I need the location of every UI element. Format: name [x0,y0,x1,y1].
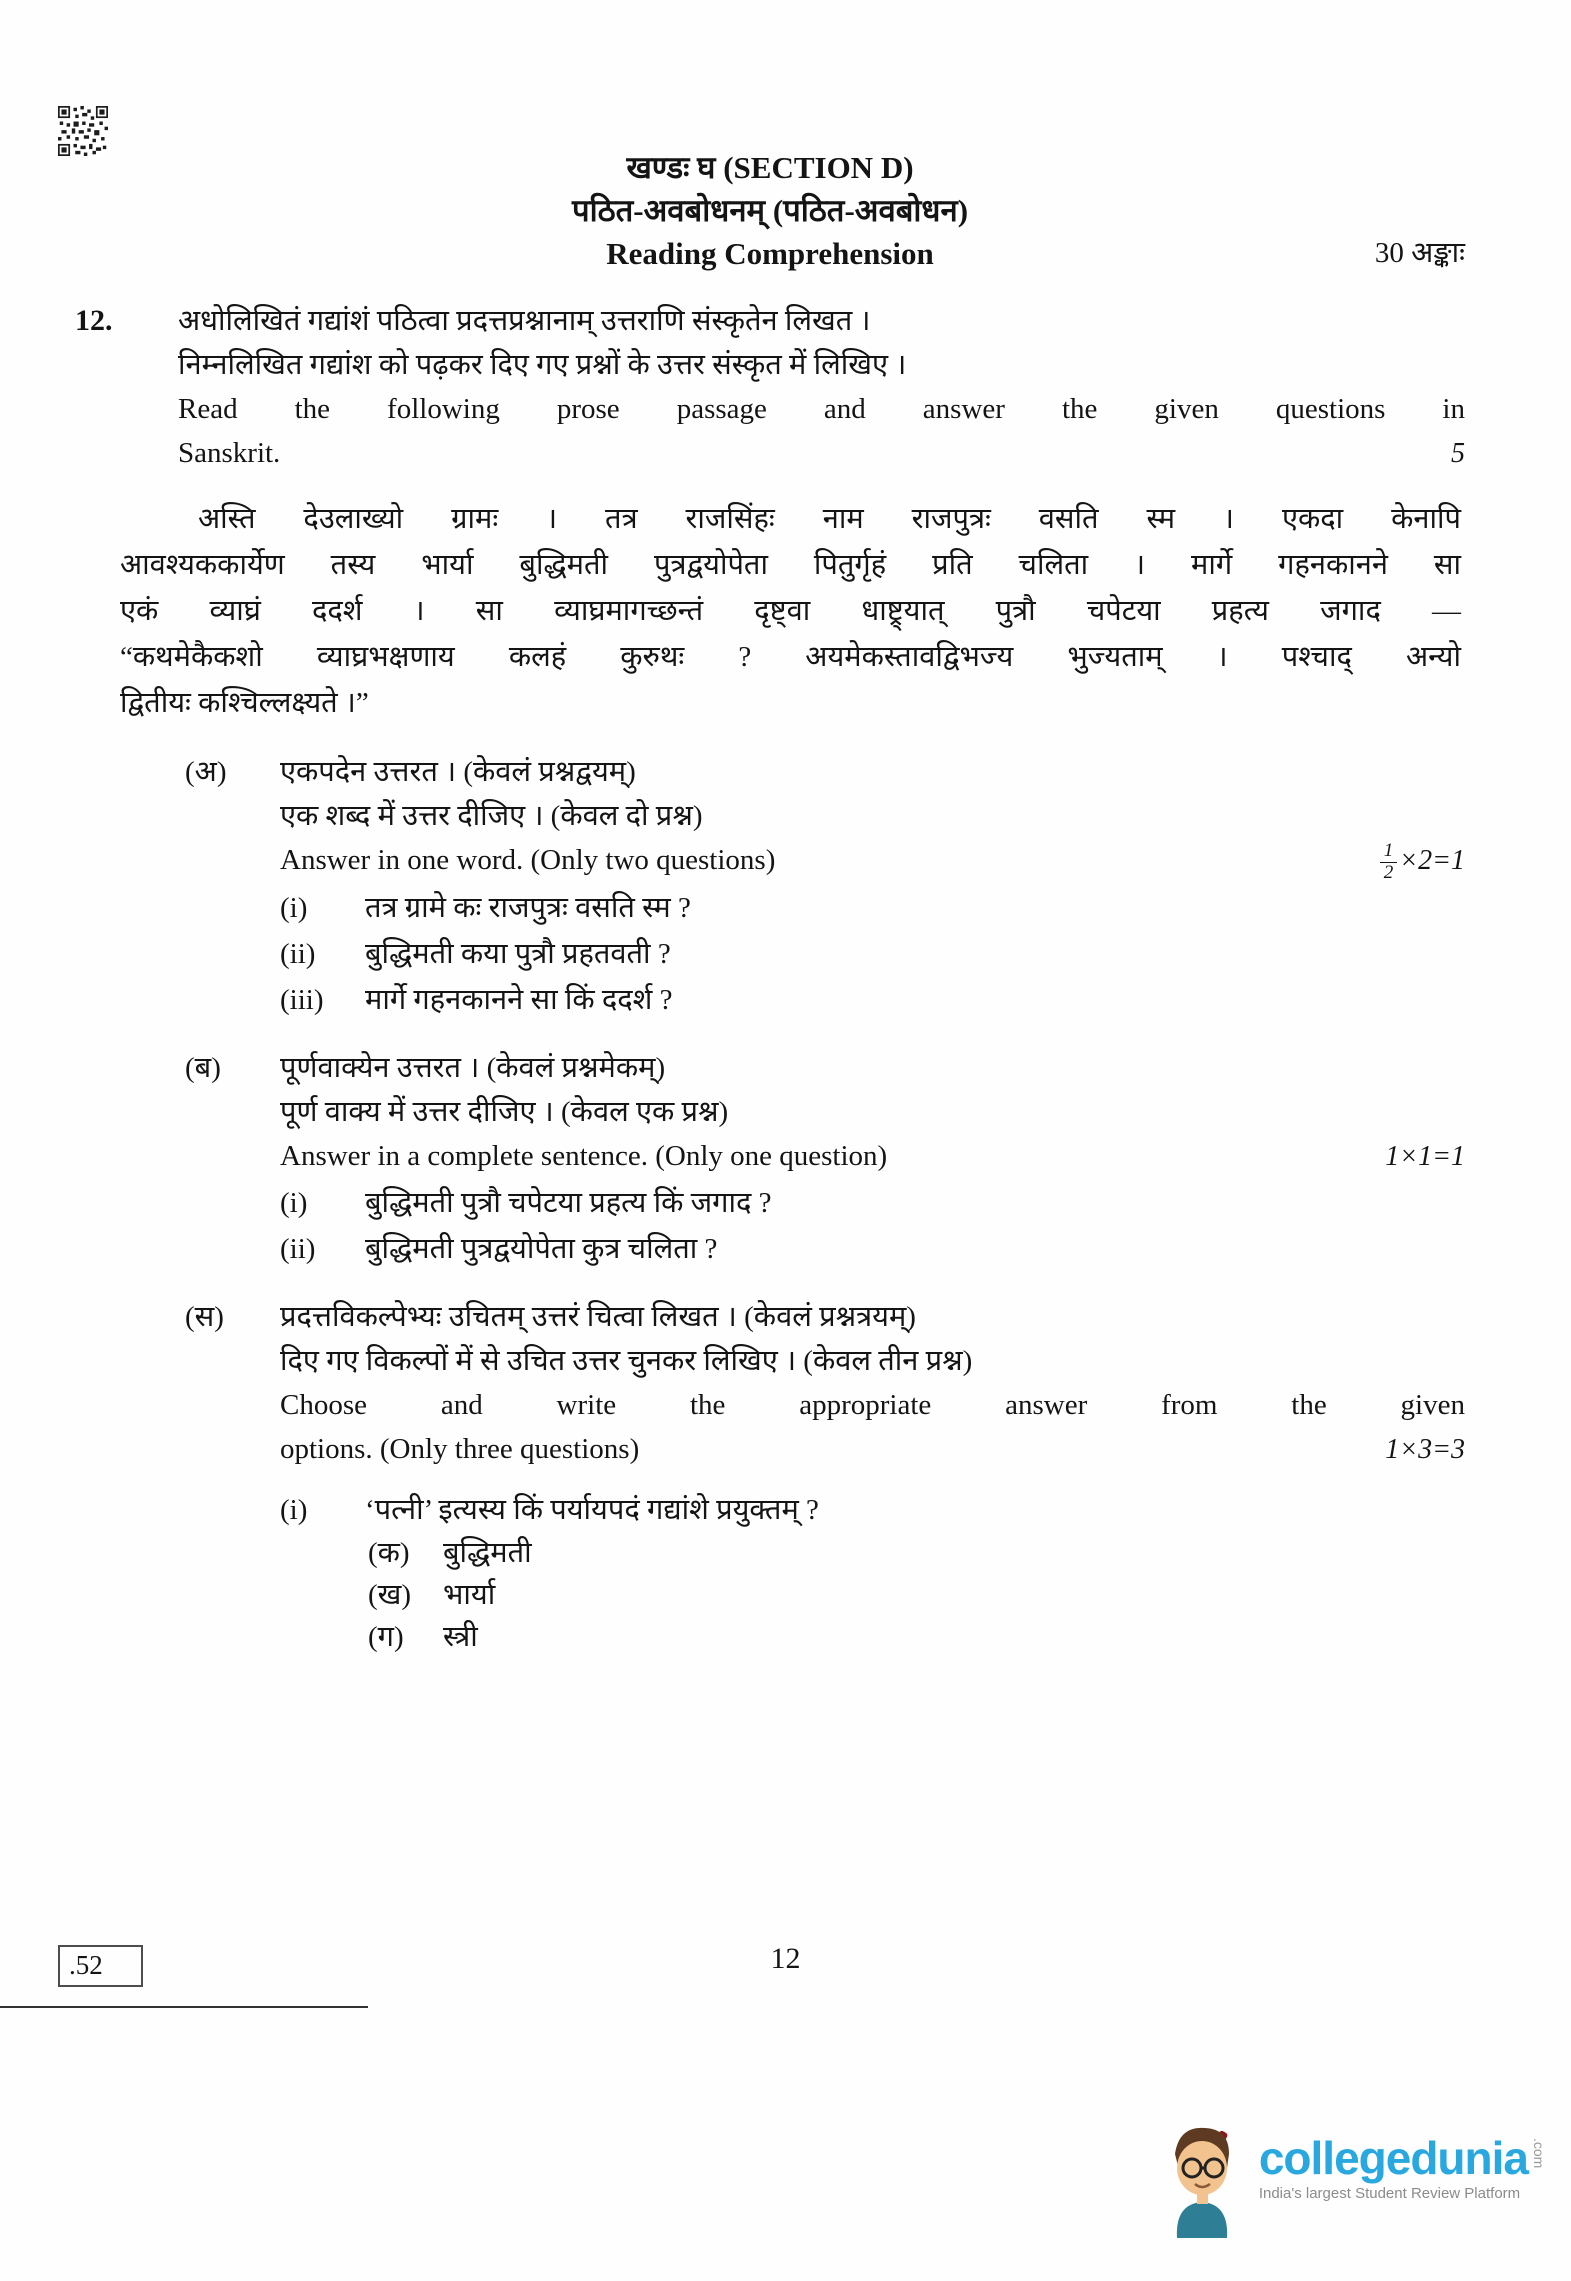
part-a-instruction-english-row [280,838,1465,884]
sub-question-number: (ii) [280,1232,316,1265]
passage-line: द्वितीयः कश्चिल्लक्ष्यते ।” [120,687,369,719]
part-a-instruction-english: Answer in one word. (Only two questions) [280,844,776,876]
part-b-instruction-english-row [280,1134,1465,1179]
part-c [185,1295,1465,1658]
page-number: 12 [770,1942,801,1975]
passage-line: एकं व्याघ्रं ददर्श । सा व्याघ्रमागच्छन्तं दृष्ट्वा धाष्ट्र्यात् पुत्रौ चपेटया प्रहत्य जगाद — [120,595,1461,627]
marks-fraction-numerator: 1 [1383,840,1394,862]
option-text: भार्या [443,1578,496,1611]
sub-question [280,886,1465,930]
part-b-body [280,1046,1465,1271]
sub-question [280,1181,1465,1225]
option-letter: (क) [368,1536,410,1569]
part-a-instruction-sanskrit: एकपदेन उत्तरत । (केवलं प्रश्नद्वयम्) [280,756,636,788]
part-b-instruction-english: Answer in a complete sentence. (Only one question) [280,1139,888,1172]
paper-code: .52 [58,1945,143,1987]
part-c-instruction-english-line2: options. (Only three questions) [280,1432,640,1465]
footer-divider [0,2006,368,2008]
sub-question-number: (iii) [280,983,324,1016]
brand-tld: .com [1531,2138,1547,2169]
option-row [368,1532,1465,1574]
question-instruction-sanskrit: अधोलिखितं गद्यांशं पठित्वा प्रदत्तप्रश्नानाम् उत्तराणि संस्कृतेन लिखत । [178,305,871,337]
sub-question-number: (i) [280,891,308,924]
question-body [178,299,1465,476]
passage-line: आवश्यककार्येण तस्य भार्या बुद्धिमती पुत्रद्वयोपेता पितुर्गृहं प्रति चलिता । मार्गे गहनकानने सा [120,549,1461,581]
sub-question-text: बुद्धिमती पुत्रौ चपेटया प्रहत्य किं जगाद ? [365,1186,772,1219]
prose-passage [120,496,1461,726]
question-instruction-hindi: निम्नलिखित गद्यांश को पढ़कर दिए गए प्रश्नों के उत्तर संस्कृत में लिखिए । [178,349,907,381]
question-instruction-english-line2: Sanskrit. [178,437,281,469]
part-c-body [280,1295,1465,1658]
part-b-label: (ब) [185,1051,221,1084]
part-c-marks: 1×3=3 [1385,1433,1465,1465]
question-marks: 5 [1451,438,1465,469]
section-subtitle-sanskrit: पठित-अवबोधनम् (पठित-अवबोधन) [571,193,969,228]
part-b-instruction-sanskrit: पूर्णवाक्येन उत्तरत । (केवलं प्रश्नमेकम्) [280,1051,666,1084]
part-b [185,1046,1465,1271]
sub-question-number: (i) [280,1493,308,1526]
sub-question [280,978,1465,1022]
part-c-instruction-english-line1: Choose and write the appropriate answer from the given [280,1388,1465,1421]
sub-question-text: बुद्धिमती पुत्रद्वयोपेता कुत्र चलिता ? [365,1232,718,1265]
brand-text: collegedunia [1258,2132,1528,2184]
sub-question-number: (i) [280,1186,308,1219]
collegedunia-logo [1157,2120,1547,2243]
marks-rest: ×2=1 [1399,845,1465,876]
part-b-instruction-hindi: पूर्ण वाक्य में उत्तर दीजिए । (केवल एक प्रश्न) [280,1095,729,1128]
part-c-instruction-english-line2-row [280,1427,1465,1472]
question-instruction-english-line1: Read the following prose passage and answer the given questions in [178,393,1465,425]
section-title-sanskrit: खण्डः घ (SECTION D) [626,150,914,185]
part-c-label: (स) [185,1300,224,1333]
part-c-instruction-hindi: दिए गए विकल्पों में से उचित उत्तर चुनकर लिखिए । (केवल तीन प्रश्न) [280,1344,973,1377]
option-text: स्त्री [443,1620,478,1653]
part-a-body [280,750,1465,1022]
question-number: 12. [75,304,113,337]
sub-question [280,1227,1465,1271]
sub-question-text: बुद्धिमती कया पुत्रौ प्रहतवती ? [365,937,671,970]
part-a-instruction-hindi: एक शब्द में उत्तर दीजिए । (केवल दो प्रश्न) [280,800,703,832]
question-instruction-english-line2-row [178,431,1465,476]
marks-fraction [1380,841,1398,884]
logo-text-block [1259,2120,1547,2202]
option-row [368,1574,1465,1616]
sub-question [280,1488,1465,1532]
section-header [75,146,1465,275]
page-content [75,146,1465,1658]
part-a-marks [1380,839,1465,884]
part-b-marks: 1×1=1 [1385,1140,1465,1172]
section-title-row [75,232,1465,275]
marks-fraction-denominator: 2 [1380,862,1398,884]
sub-question-text: तत्र ग्रामे कः राजपुत्रः वसति स्म ? [365,891,691,924]
part-a-label: (अ) [185,756,227,788]
brand-tagline: India's largest Student Review Platform [1258,2185,1521,2202]
option-letter: (ख) [368,1578,412,1611]
sub-question [280,932,1465,976]
option-letter: (ग) [368,1620,404,1653]
passage-line: अस्ति देउलाख्यो ग्रामः । तत्र राजसिंहः नाम राजपुत्रः वसति स्म । एकदा केनापि [198,503,1461,535]
part-a [185,750,1465,1022]
sub-question-text: ‘पत्नी’ इत्यस्य किं पर्यायपदं गद्यांशे प्रयुक्तम् ? [365,1493,819,1526]
option-text: बुद्धिमती [443,1536,532,1569]
sub-question-number: (ii) [280,937,316,970]
mascot-illustration [1157,2120,1249,2243]
part-c-instruction-sanskrit: प्रदत्तविकल्पेभ्यः उचितम् उत्तरं चित्वा लिखत । (केवलं प्रश्नत्रयम्) [280,1300,916,1333]
section-title-english: Reading Comprehension [606,236,934,271]
passage-line: “कथमेकैकशो व्याघ्रभक्षणाय कलहं कुरुथः ? अयमेकस्तावद्विभज्य भुज्यताम् । पश्चाद् अन्यो [120,641,1461,673]
question-12 [75,299,1465,476]
option-row [368,1616,1465,1658]
sub-question-text: मार्गे गहनकानने सा किं ददर्श ? [365,983,673,1016]
total-marks: 30 अङ्काः [1374,237,1465,269]
